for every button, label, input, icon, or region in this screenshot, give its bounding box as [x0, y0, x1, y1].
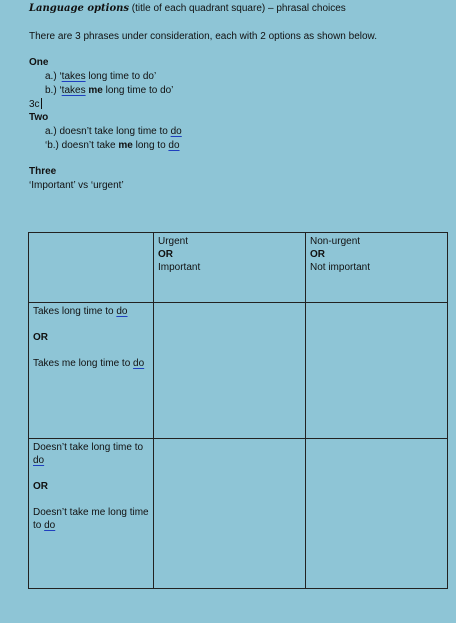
row2-label-cell[interactable]	[29, 439, 154, 589]
two-b-mid: long to	[132, 140, 169, 151]
row1-a-text: Takes long time to	[33, 306, 117, 317]
intro-text: There are 3 phrases under consideration, each with 2 options as shown below.	[29, 31, 377, 42]
row2-option-a	[33, 441, 149, 467]
row2-b-text: Doesn’t take me long time to	[33, 507, 149, 531]
title-rest: (title of each quadrant square) – phrasal choices	[129, 3, 346, 14]
col1-line2: OR	[158, 249, 173, 260]
one-b-me: me	[85, 85, 103, 96]
cursor-text: 3c	[29, 99, 40, 110]
header-cell-non-urgent[interactable]	[306, 233, 448, 303]
row1-or: OR	[33, 332, 48, 343]
col1-line1: Urgent	[158, 236, 189, 247]
two-option-b	[45, 140, 180, 152]
header-cell-urgent[interactable]	[154, 233, 306, 303]
col2-line1: Non-urgent	[310, 236, 361, 247]
col2-line3: Not important	[310, 262, 371, 273]
two-b-me: me	[118, 140, 133, 151]
one-b-word: takes	[61, 85, 86, 96]
heading-two: Two	[29, 112, 49, 123]
heading-three: Three	[29, 166, 57, 177]
two-b-prefix: ‘b.) doesn’t take	[45, 140, 119, 151]
col1-line3: Important	[158, 262, 201, 273]
one-a-prefix: a.) ‘	[45, 71, 62, 82]
one-a-word: takes	[61, 71, 86, 82]
text-cursor-line[interactable]	[29, 98, 42, 111]
heading-one: One	[29, 57, 49, 68]
row2-a-do: do	[33, 455, 45, 466]
row2-option-b	[33, 506, 149, 532]
one-b-prefix: b.) ‘	[45, 85, 62, 96]
three-text: ‘Important’ vs ‘urgent’	[29, 180, 124, 191]
table-corner-cell[interactable]	[29, 233, 154, 303]
row1-label-cell[interactable]	[29, 303, 154, 439]
row1-a-do: do	[116, 306, 128, 317]
two-a-do: do	[170, 126, 182, 137]
col2-line2: OR	[310, 249, 325, 260]
quadrant-table	[28, 232, 448, 589]
text-caret-icon	[41, 98, 42, 109]
row2-b-do: do	[44, 520, 56, 531]
table-row	[29, 303, 448, 439]
row1-non-urgent-cell[interactable]	[306, 303, 448, 439]
one-a-rest: long time to do’	[85, 71, 157, 82]
row1-b-text: Takes me long time to	[33, 358, 134, 369]
two-b-do: do	[168, 140, 180, 151]
one-b-rest: long time to do’	[102, 85, 174, 96]
row2-a-text: Doesn’t take long time to	[33, 442, 144, 453]
one-option-a	[45, 71, 156, 83]
row2-non-urgent-cell[interactable]	[306, 439, 448, 589]
row1-urgent-cell[interactable]	[154, 303, 306, 439]
two-option-a	[45, 126, 182, 138]
row1-b-do: do	[133, 358, 145, 369]
table-row	[29, 439, 448, 589]
row1-option-a	[33, 305, 149, 318]
row2-urgent-cell[interactable]	[154, 439, 306, 589]
title-italic: Language options	[29, 3, 130, 14]
one-option-b	[45, 85, 173, 97]
two-a-prefix: a.) doesn’t take long time to	[45, 126, 171, 137]
row1-option-b	[33, 357, 149, 370]
document-title	[29, 3, 346, 15]
table-header-row	[29, 233, 448, 303]
row2-or: OR	[33, 481, 48, 492]
